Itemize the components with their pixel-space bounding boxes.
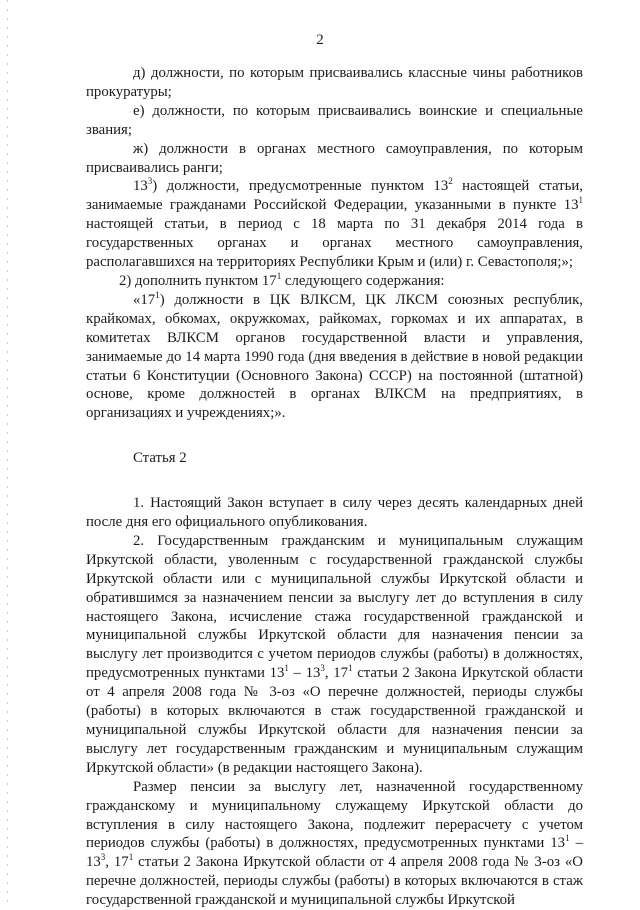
page-number: 2 [316, 32, 324, 48]
superscript: 2 [448, 176, 453, 187]
text-run: – 13 [86, 835, 583, 871]
text-run: следующего содержания: [281, 272, 445, 289]
text-run: «17 [133, 291, 156, 308]
text-run: , 17 [105, 854, 129, 871]
superscript: 1 [348, 663, 353, 674]
text-run: 2. Государственным гражданским и муниципальным служащим Иркутской области, уволенным с государственной гражданской службы Иркутской области или с муниципальной службы Иркутской области и обратившимся за назначением пенсии за выслугу лет до вступления в силу настоящего Закона, исчисление стажа государственной гражданской и муниципальной службы Иркутской области для назначения пенсии за выслугу лет производится с учетом периодов службы (работы) в должностях, предусмотренных пунктами 13 [86, 532, 583, 682]
scan-edge-marks [7, 0, 8, 905]
superscript: 1 [565, 833, 570, 844]
article-heading: Статья 2 [133, 450, 187, 467]
superscript: 3 [147, 176, 153, 187]
superscript: 3 [100, 852, 106, 863]
paragraph-item-zh: ж) должности в органах местного самоуправления, по которым присваивались ранги; [86, 140, 583, 176]
text-run: статьи 2 Закона Иркутской области от 4 апреля 2008 года № 3-оз «О перечне должностей, периоды службы (работы) в которых включаются в стаж государственной гражданской и муниципальной службы Иркутской [86, 854, 583, 909]
paragraph-item-13-3 [86, 177, 583, 272]
superscript: 3 [320, 663, 325, 674]
paragraph-item-17-1 [86, 291, 583, 423]
superscript: 1 [284, 663, 289, 674]
paragraph-item-2 [86, 272, 583, 291]
text-run: настоящей статьи, занимаемые гражданами Российской Федерации, указанными в пункте 13 [86, 178, 583, 214]
superscript: 1 [578, 195, 583, 206]
article2-paragraph-1: 1. Настоящий Закон вступает в силу через десять календарных дней после дня его официального опубликования. [86, 495, 583, 531]
text-run: – 13 [288, 665, 321, 682]
text-run: 13 [133, 178, 148, 195]
text-run: Размер пенсии за выслугу лет, назначенной государственному гражданскому и муниципальному служащему Иркутской области до вступления в силу настоящего Закона, подлежит перерасчету с учетом периодов службы (работы) в должностях, предусмотренных пунктами 13 [86, 778, 583, 852]
text-run: , 17 [324, 665, 349, 682]
article2-paragraph-3 [86, 778, 583, 910]
text-run: ) должности в ЦК ВЛКСМ, ЦК ЛКСМ союзных республик, крайкомах, обкомах, окружкомах, райкомах, горкомах и их аппаратах, в комитетах ВЛКСМ органов государственной власти и управления, занимаемые до 14 марта 1990 года (дня введения в действие в новой редакции статьи 6 Конституции (Основного Закона) СССР) на постоянной (штатной) основе, кроме должностей в органах ВЛКСМ на предприятиях, в организациях и учреждениях;». [86, 291, 583, 422]
superscript: 1 [155, 289, 160, 300]
superscript: 1 [276, 271, 282, 282]
article2-paragraph-2 [86, 532, 583, 778]
text-run: ) должности, предусмотренные пунктом 13 [152, 178, 449, 195]
text-run: 2) дополнить пунктом 17 [119, 272, 277, 289]
superscript: 1 [128, 852, 134, 863]
text-run: статьи 2 Закона Иркутской области от 4 апреля 2008 года № 3-оз «О перечне должностей, периоды службы (работы) в которых включаются в стаж государственной гражданской и муниципальной службы Иркутской области для назначения пенсии за выслугу лет государственным гражданским и муниципальным служащим Иркутской области» (в редакции настоящего Закона). [86, 665, 583, 776]
text-run: настоящей статьи, в период с 18 марта по 31 декабря 2014 года в государственных органах и органах местного самоуправления, располагавшихся на территориях Республики Крым и (или) г. Севастополя;»; [86, 216, 583, 271]
paragraph-item-e: е) должности, по которым присваивались воинские и специальные звания; [86, 102, 583, 138]
document-body [86, 64, 583, 910]
paragraph-item-d: д) должности, по которым присваивались классные чины работников прокуратуры; [86, 65, 583, 100]
